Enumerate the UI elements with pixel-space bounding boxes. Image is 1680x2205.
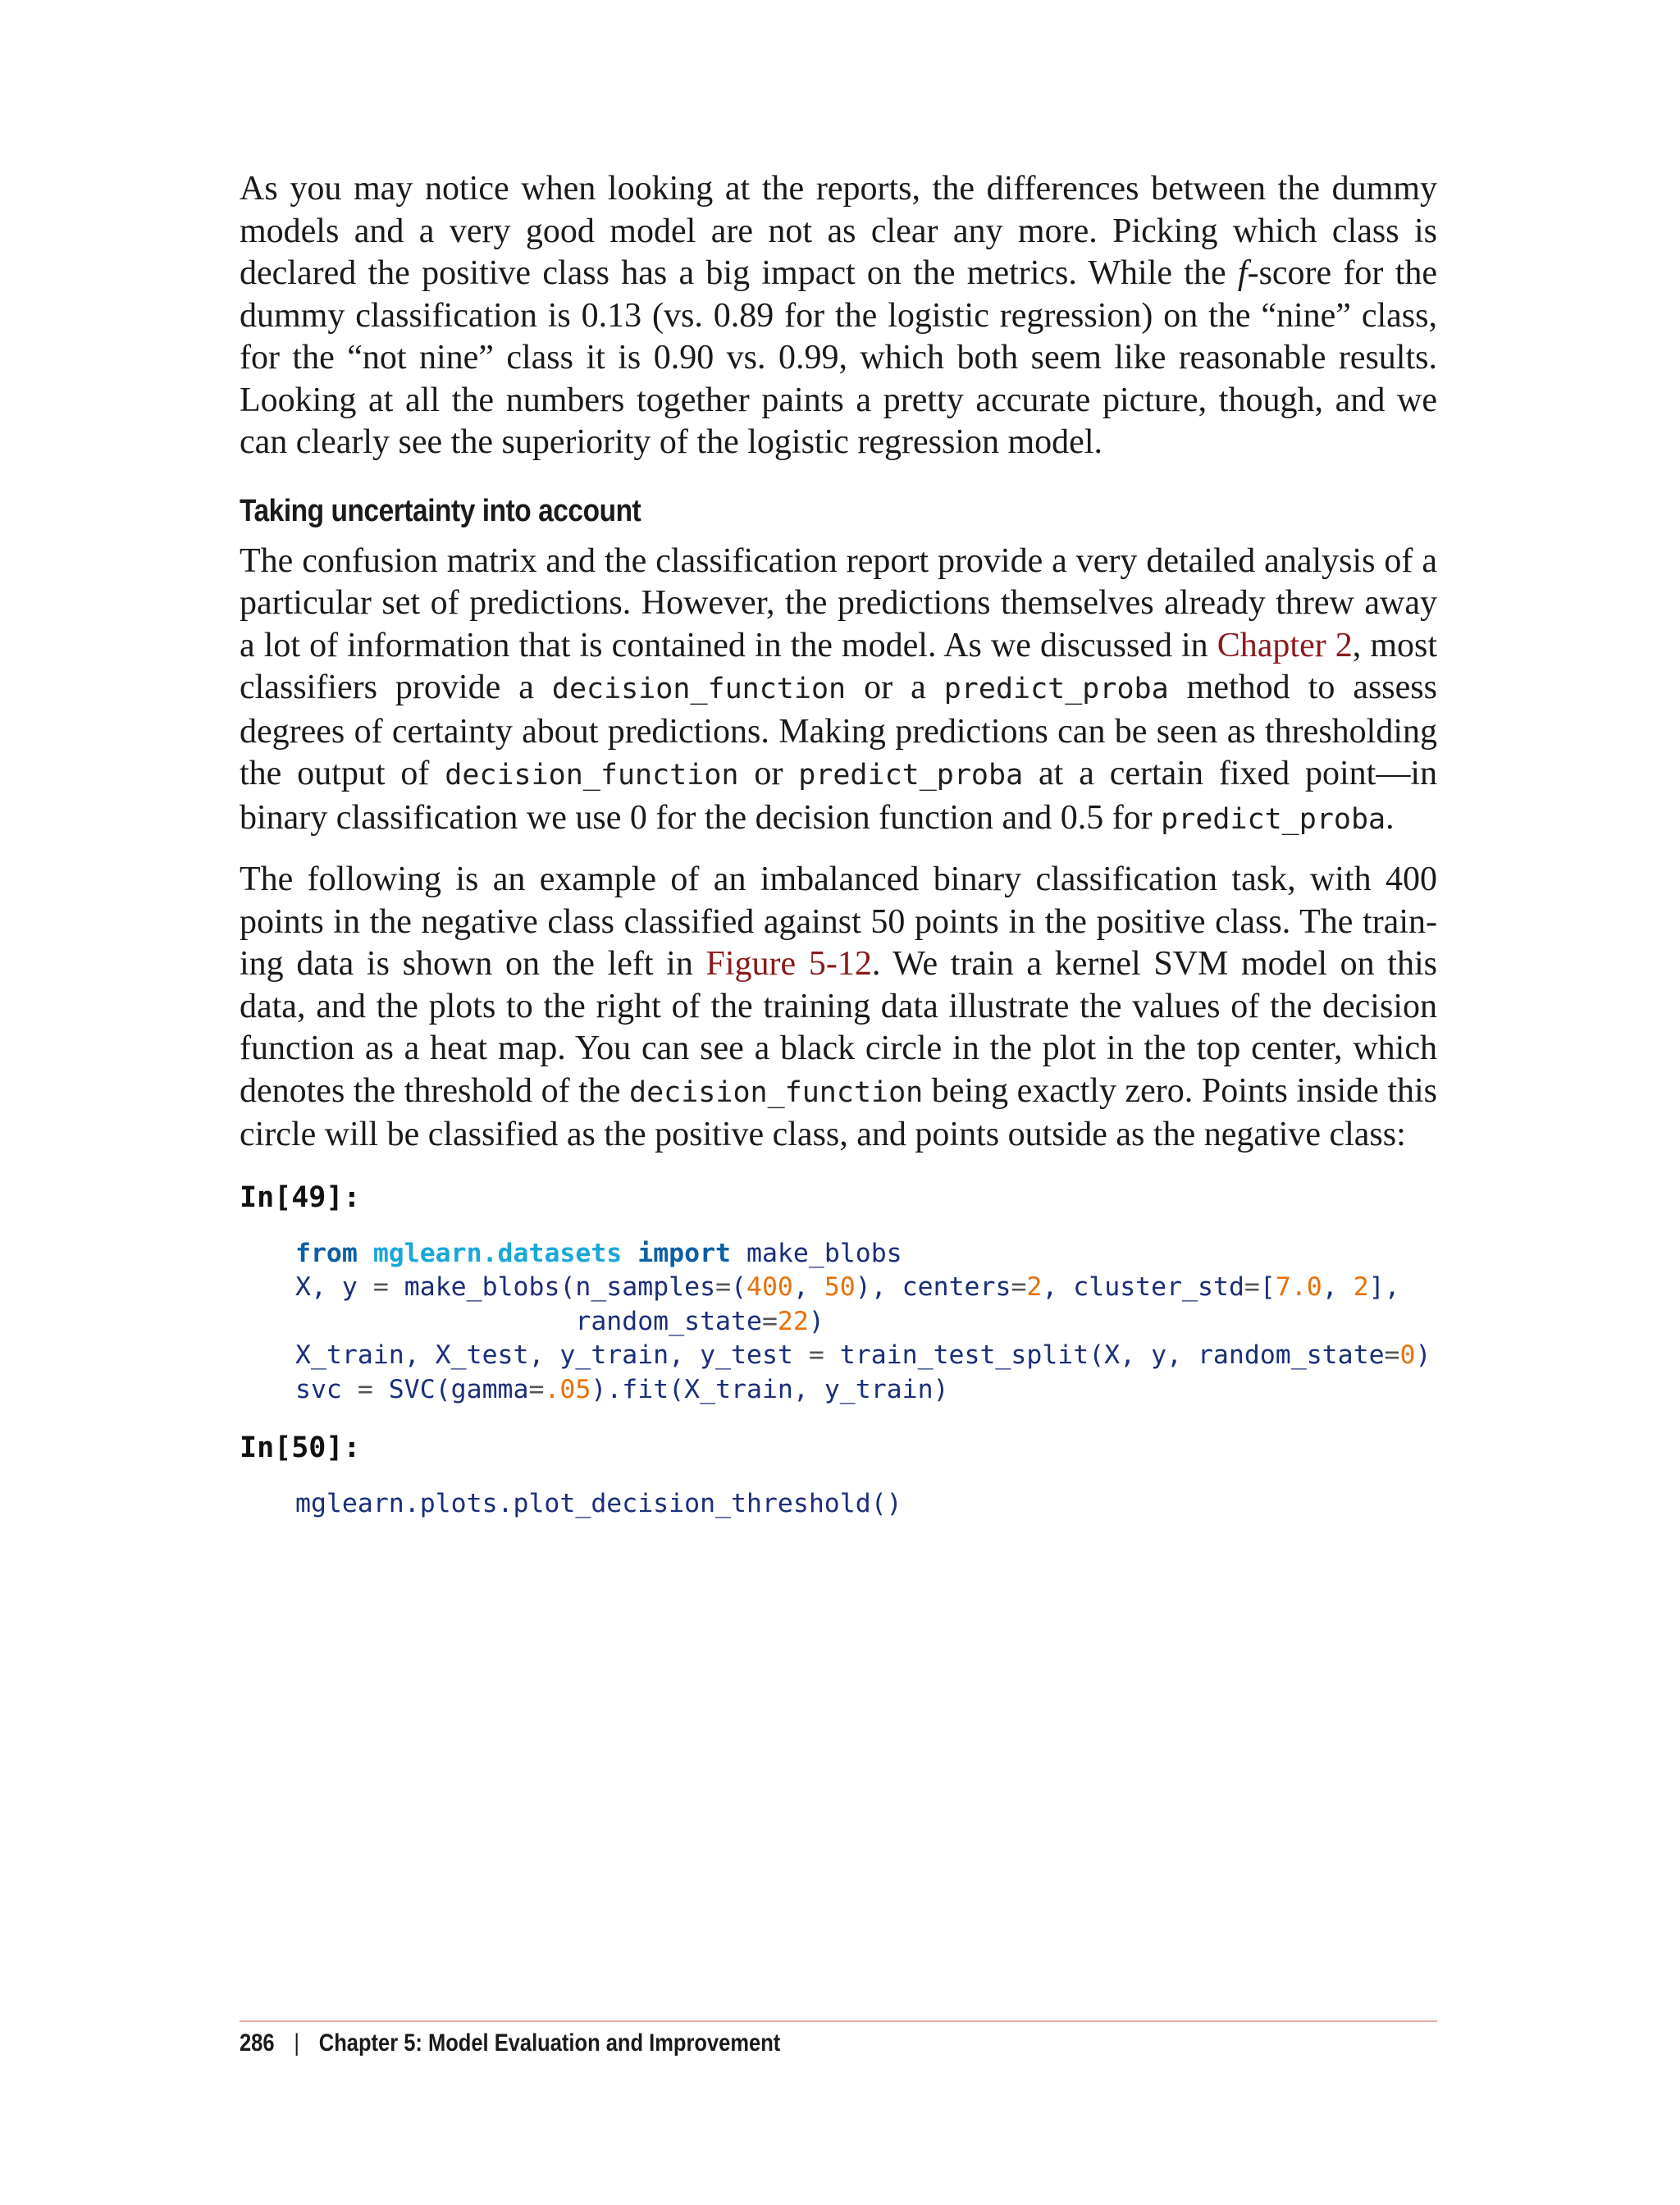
code-block-in49: from mglearn.datasets import make_blobs X, y = make_blobs(n_samples=(400, 50), centers=2, cluster_std=[7.0, 2], random_state=22) X_train, X_test, y_train, y_test = train_test_split(X, y, random_state=0) svc = SVC(gamma=.05).fit(X_train, y_train) [295, 1238, 1431, 1404]
page-footer [240, 2029, 780, 2057]
footer-separator: | [294, 2029, 299, 2057]
page-number: 286 [240, 2029, 275, 2057]
figure-5-12-link[interactable]: Figure 5-12 [705, 945, 872, 983]
cell-label-in50: In[50]: [240, 1431, 361, 1464]
inline-code-predict-proba: predict_proba [1161, 802, 1386, 836]
page-content [240, 168, 1437, 1522]
paragraph-uncertainty: The confusion matrix and the classification report provide a very detailed analysis of a particular set of predictions. However, the predictions themselves already threw away a lot of information that is contained in the model. As we discussed in Chapter 2, most classifiers provide a decision_function or a predict_proba method to assess degrees of certainty about predictions. Making predictions can be seen as thresholding the output of decision_function or predict_proba at a certain fixed point—in binary classification we use 0 for the decision function and 0.5 for predict_proba. [240, 541, 1438, 837]
cell-label-in49: In[49]: [240, 1180, 361, 1214]
f-score-italic: f [1237, 254, 1248, 292]
inline-code-predict-proba: predict_proba [943, 673, 1169, 705]
inline-code-decision-function: decision_function [445, 759, 739, 792]
paragraph-reports: As you may notice when looking at the reports, the differences between the dummy models and a very good model are not as clear any more. Picking which class is declared the positive class has a big impact on the metrics. While the f-score for the dummy classification is 0.13 (vs. 0.89 for the logistic regression) on the “nine” class, for the “not nine” class it is 0.90 vs. 0.99, which both seem like reasonable results. Looking at all the numbers together paints a pretty accurate picture, though, and we can clearly see the superiority of the logistic regression model. [240, 170, 1438, 461]
section-heading: Taking uncertainty into account [240, 493, 641, 528]
chapter-2-link[interactable]: Chapter 2 [1217, 626, 1353, 664]
inline-code-decision-function: decision_function [551, 673, 847, 705]
inline-code-predict-proba: predict_proba [798, 759, 1024, 792]
paragraph-imbalanced-example: The following is an example of an imbalanced binary classification task, with 400 points in the negative class classified against 50 points in the positive class. The training data is shown on the left in Figure 5-12. We train a kernel SVM model on this data, and the plots to the right of the training data illustrate the values of the decision function as a heat map. You can see a black circle in the plot in the top center, which denotes the threshold of the decision_function being exactly zero. Points inside this circle will be classified as the positive class, and points outside as the negative class: [240, 861, 1437, 1153]
inline-code-decision-function: decision_function [629, 1075, 924, 1109]
footer-divider [240, 2020, 1437, 2022]
chapter-title: Chapter 5: Model Evaluation and Improvement [318, 2029, 781, 2057]
code-block-in50: mglearn.plots.plot_decision_threshold() [295, 1489, 902, 1518]
